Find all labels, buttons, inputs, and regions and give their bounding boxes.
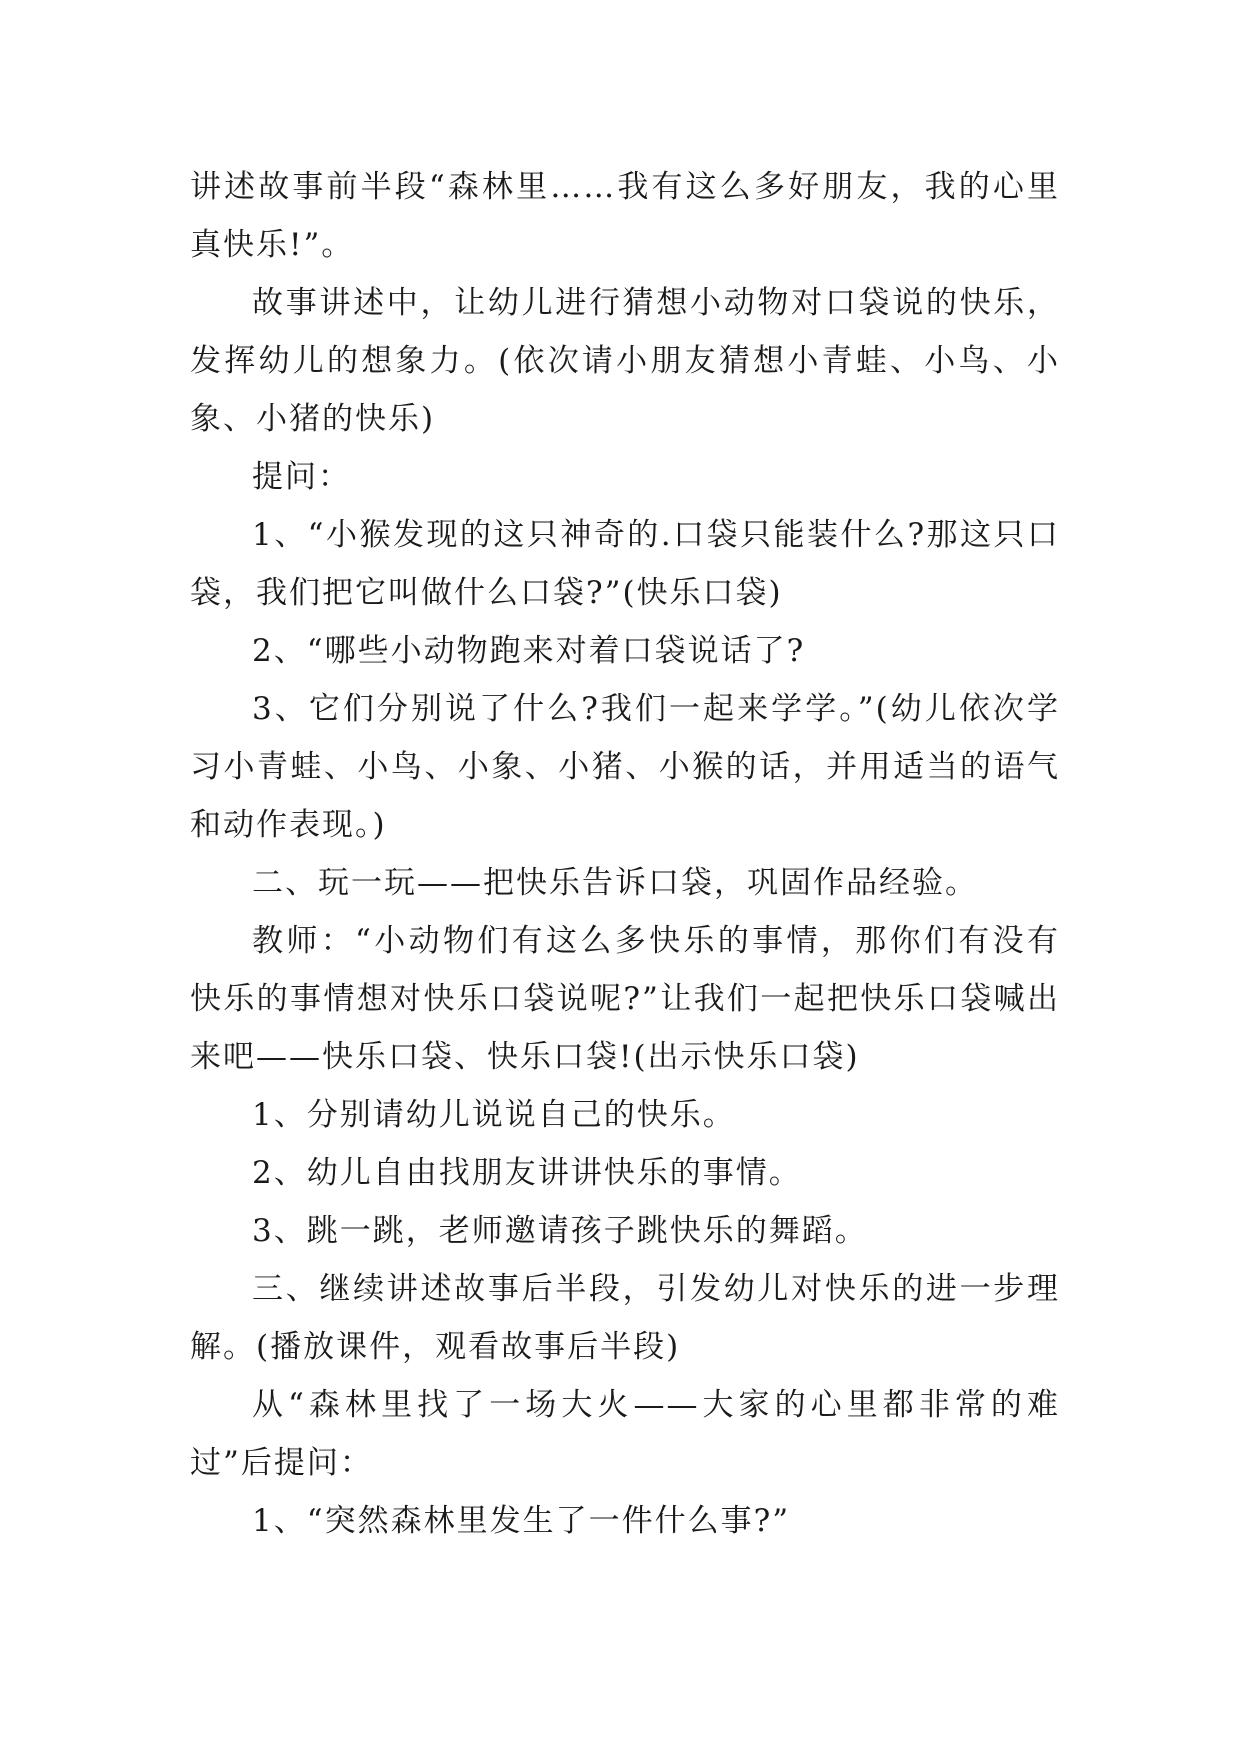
paragraph-question-1: 1、“小猴发现的这只神奇的.口袋只能装什么?那这只口袋，我们把它叫做什么口袋?”(快乐口袋) bbox=[190, 517, 1060, 611]
section-heading-play: 二、玩一玩——把快乐告诉口袋，巩固作品经验。 bbox=[252, 865, 978, 901]
paragraph-fire-question-1: 1、“突然森林里发生了一件什么事?” bbox=[252, 1503, 791, 1539]
paragraph-question-2: 2、“哪些小动物跑来对着口袋说话了? bbox=[252, 633, 806, 669]
paragraph-guess-happiness: 故事讲述中，让幼儿进行猜想小动物对口袋说的快乐，发挥幼儿的想象力。(依次请小朋友猜想小青蛙、小鸟、小象、小猪的快乐) bbox=[190, 285, 1060, 437]
paragraph-fire-prompt: 从“森林里找了一场大火——大家的心里都非常的难过”后提问： bbox=[190, 1387, 1060, 1481]
paragraph-activity-3: 3、跳一跳，老师邀请孩子跳快乐的舞蹈。 bbox=[252, 1213, 868, 1249]
paragraph-activity-2: 2、幼儿自由找朋友讲讲快乐的事情。 bbox=[252, 1155, 802, 1191]
document-body bbox=[190, 158, 1060, 1550]
paragraph-story-first-half: 讲述故事前半段“森林里……我有这么多好朋友，我的心里真快乐!”。 bbox=[190, 169, 1060, 263]
paragraph-teacher-prompt: 教师：“小动物们有这么多快乐的事情，那你们有没有快乐的事情想对快乐口袋说呢?”让我们一起把快乐口袋喊出来吧——快乐口袋、快乐口袋!(出示快乐口袋) bbox=[190, 923, 1060, 1075]
paragraph-questions-heading: 提问： bbox=[252, 459, 351, 495]
paragraph-activity-1: 1、分别请幼儿说说自己的快乐。 bbox=[252, 1097, 736, 1133]
paragraph-question-3: 3、它们分别说了什么?我们一起来学学。”(幼儿依次学习小青蛙、小鸟、小象、小猪、小猴的话，并用适当的语气和动作表现。) bbox=[190, 691, 1060, 843]
section-heading-continue-story: 三、继续讲述故事后半段，引发幼儿对快乐的进一步理解。(播放课件，观看故事后半段) bbox=[190, 1271, 1060, 1365]
